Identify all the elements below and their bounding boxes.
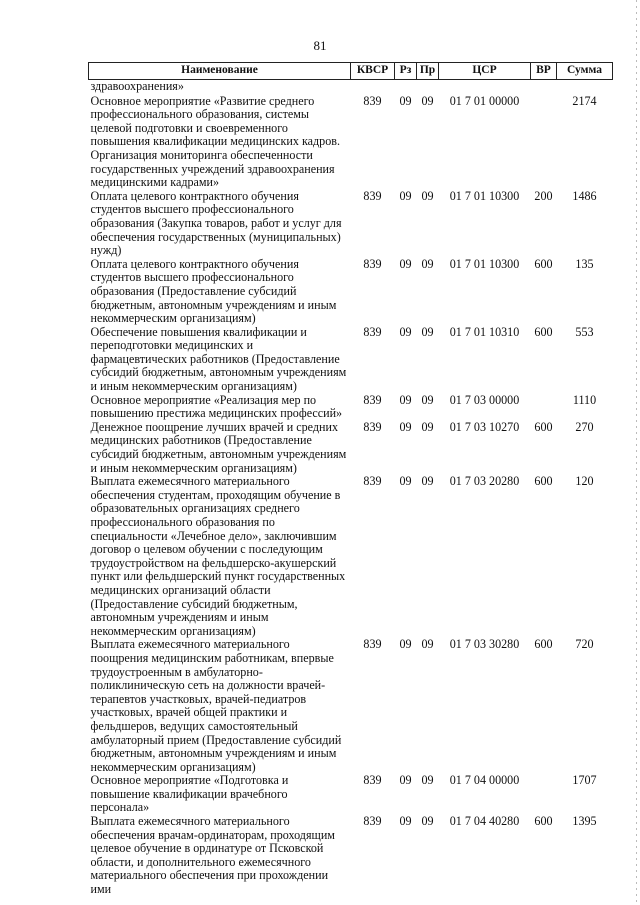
row-sum: 270 xyxy=(575,419,594,434)
row-kvsr: 839 xyxy=(363,392,382,407)
row-vr: 600 xyxy=(534,814,553,829)
row-rz: 09 xyxy=(399,637,412,652)
row-kvsr: 839 xyxy=(363,419,382,434)
scan-edge-artifact xyxy=(636,0,637,905)
header-pr: Пр xyxy=(417,63,439,80)
row-csr: 01 7 01 00000 xyxy=(449,93,520,108)
row-pr: 09 xyxy=(421,392,434,407)
row-kvsr: 839 xyxy=(363,93,382,108)
table-row xyxy=(89,475,613,638)
row-name: Оплата целевого контрактного обучения студентов высшего профессионального образования (Предоставление субсидий бюджетным, автономным учреждениям и иным некоммерческим организациям) xyxy=(90,256,337,326)
header-csr: ЦСР xyxy=(439,63,531,80)
header-name: Наименование xyxy=(89,63,351,80)
row-csr: 01 7 03 20280 xyxy=(449,474,520,489)
row-sum: 720 xyxy=(575,637,594,652)
continuation-text: здравоохранения» xyxy=(90,79,184,93)
row-kvsr: 839 xyxy=(363,474,382,489)
row-sum: 1707 xyxy=(572,773,597,788)
page-number: 81 xyxy=(313,38,327,53)
row-rz: 09 xyxy=(399,419,412,434)
row-name: Обеспечение повышения квалификации и переподготовки медицинских и фармацевтических работников (Предоставление субсидий бюджетным, автономным учреждениям и иным некоммерческим организациям) xyxy=(90,324,347,394)
table-row xyxy=(89,638,613,774)
row-vr: 600 xyxy=(534,324,553,339)
row-kvsr: 839 xyxy=(363,814,382,829)
table-row xyxy=(89,190,613,258)
row-vr: 600 xyxy=(534,637,553,652)
header-sum: Сумма xyxy=(557,63,613,80)
row-name: Выплата ежемесячного материального поощрения медицинским работникам, впервые трудоустроенным в амбулаторно-поликлиническую сеть на должности врачей-терапевтов участковых, врачей-педиатров участковых, врачей общей практики и фельдшеров, ведущих самостоятельный амбулаторный прием (Предоставление субсидий бюджетным, автономным учреждениям и иным некоммерческим организациям) xyxy=(90,637,342,774)
row-rz: 09 xyxy=(399,392,412,407)
row-csr: 01 7 01 10300 xyxy=(449,188,520,203)
row-csr: 01 7 03 10270 xyxy=(449,419,520,434)
row-rz: 09 xyxy=(399,324,412,339)
row-pr: 09 xyxy=(421,324,434,339)
header-rz: Рз xyxy=(395,63,417,80)
row-sum: 135 xyxy=(575,256,594,271)
row-pr: 09 xyxy=(421,773,434,788)
row-name: Денежное поощрение лучших врачей и средних медицинских работников (Предоставление субсидий бюджетным, автономным учреждениям и иным некоммерческим организациям) xyxy=(90,419,347,475)
row-pr: 09 xyxy=(421,419,434,434)
row-csr: 01 7 03 00000 xyxy=(449,392,520,407)
row-kvsr: 839 xyxy=(363,188,382,203)
header-kvsr: КВСР xyxy=(351,63,395,80)
row-rz: 09 xyxy=(399,773,412,788)
row-sum: 120 xyxy=(575,474,594,489)
row-sum: 553 xyxy=(575,324,594,339)
table-row xyxy=(89,95,613,190)
row-rz: 09 xyxy=(399,474,412,489)
continuation-row xyxy=(89,80,613,95)
row-rz: 09 xyxy=(399,93,412,108)
row-vr xyxy=(531,95,557,190)
row-name: Выплата ежемесячного материального обеспечения студентам, проходящим обучение в образовательных организациях среднего профессионального образования по специальности «Лечебное дело», заключившим договор о целевом обучении с последующим трудоустройством на фельдшерско-акушерский пункт или фельдшерский пункт государственных медицинских организаций области (Предоставление субсидий бюджетным, автономным учреждениям и иным некоммерческим организациям) xyxy=(90,474,346,638)
row-csr: 01 7 01 10300 xyxy=(449,256,520,271)
row-pr: 09 xyxy=(421,814,434,829)
row-csr: 01 7 04 40280 xyxy=(449,814,520,829)
row-name: Основное мероприятие «Подготовка и повышение квалификации врачебного персонала» xyxy=(90,773,289,815)
table-row xyxy=(89,421,613,475)
row-vr: 600 xyxy=(534,474,553,489)
row-vr xyxy=(531,774,557,815)
budget-table xyxy=(88,62,613,897)
row-vr: 600 xyxy=(534,256,553,271)
row-sum: 2174 xyxy=(572,93,597,108)
row-name: Выплата ежемесячного материального обеспечения врачам-ординаторам, проходящим целевое обучение в ординатуре от Псковской области, и дополнительного ежемесячного материального обеспечения при прохождении ими xyxy=(90,814,335,897)
row-vr xyxy=(531,394,557,421)
row-sum: 1486 xyxy=(572,188,597,203)
row-sum: 1110 xyxy=(572,392,597,407)
row-pr: 09 xyxy=(421,637,434,652)
row-csr: 01 7 04 00000 xyxy=(449,773,520,788)
table-row xyxy=(89,326,613,394)
table-header-row xyxy=(89,63,613,80)
table-row xyxy=(89,815,613,897)
row-vr: 600 xyxy=(534,419,553,434)
row-kvsr: 839 xyxy=(363,256,382,271)
row-vr: 200 xyxy=(534,188,553,203)
row-pr: 09 xyxy=(421,256,434,271)
row-csr: 01 7 03 30280 xyxy=(449,637,520,652)
row-name: Оплата целевого контрактного обучения студентов высшего профессионального образования (Закупка товаров, работ и услуг для обеспечения государственных (муниципальных) нужд) xyxy=(90,188,342,258)
row-rz: 09 xyxy=(399,814,412,829)
row-kvsr: 839 xyxy=(363,773,382,788)
row-pr: 09 xyxy=(421,188,434,203)
row-sum: 1395 xyxy=(572,814,597,829)
table-row xyxy=(89,774,613,815)
table-row xyxy=(89,258,613,326)
row-name: Основное мероприятие «Реализация мер по повышению престижа медицинских профессий» xyxy=(90,392,343,421)
row-kvsr: 839 xyxy=(363,637,382,652)
row-rz: 09 xyxy=(399,256,412,271)
row-rz: 09 xyxy=(399,188,412,203)
row-csr: 01 7 01 10310 xyxy=(449,324,520,339)
row-name: Основное мероприятие «Развитие среднего профессионального образования, системы целевой подготовки и своевременного повышения квалификации медицинских кадров. Организация мониторинга обеспеченности государственных учреждений здравоохранения медицинскими кадрами» xyxy=(90,93,341,190)
row-kvsr: 839 xyxy=(363,324,382,339)
row-pr: 09 xyxy=(421,93,434,108)
row-pr: 09 xyxy=(421,474,434,489)
table-row xyxy=(89,394,613,421)
header-vr: ВР xyxy=(531,63,557,80)
